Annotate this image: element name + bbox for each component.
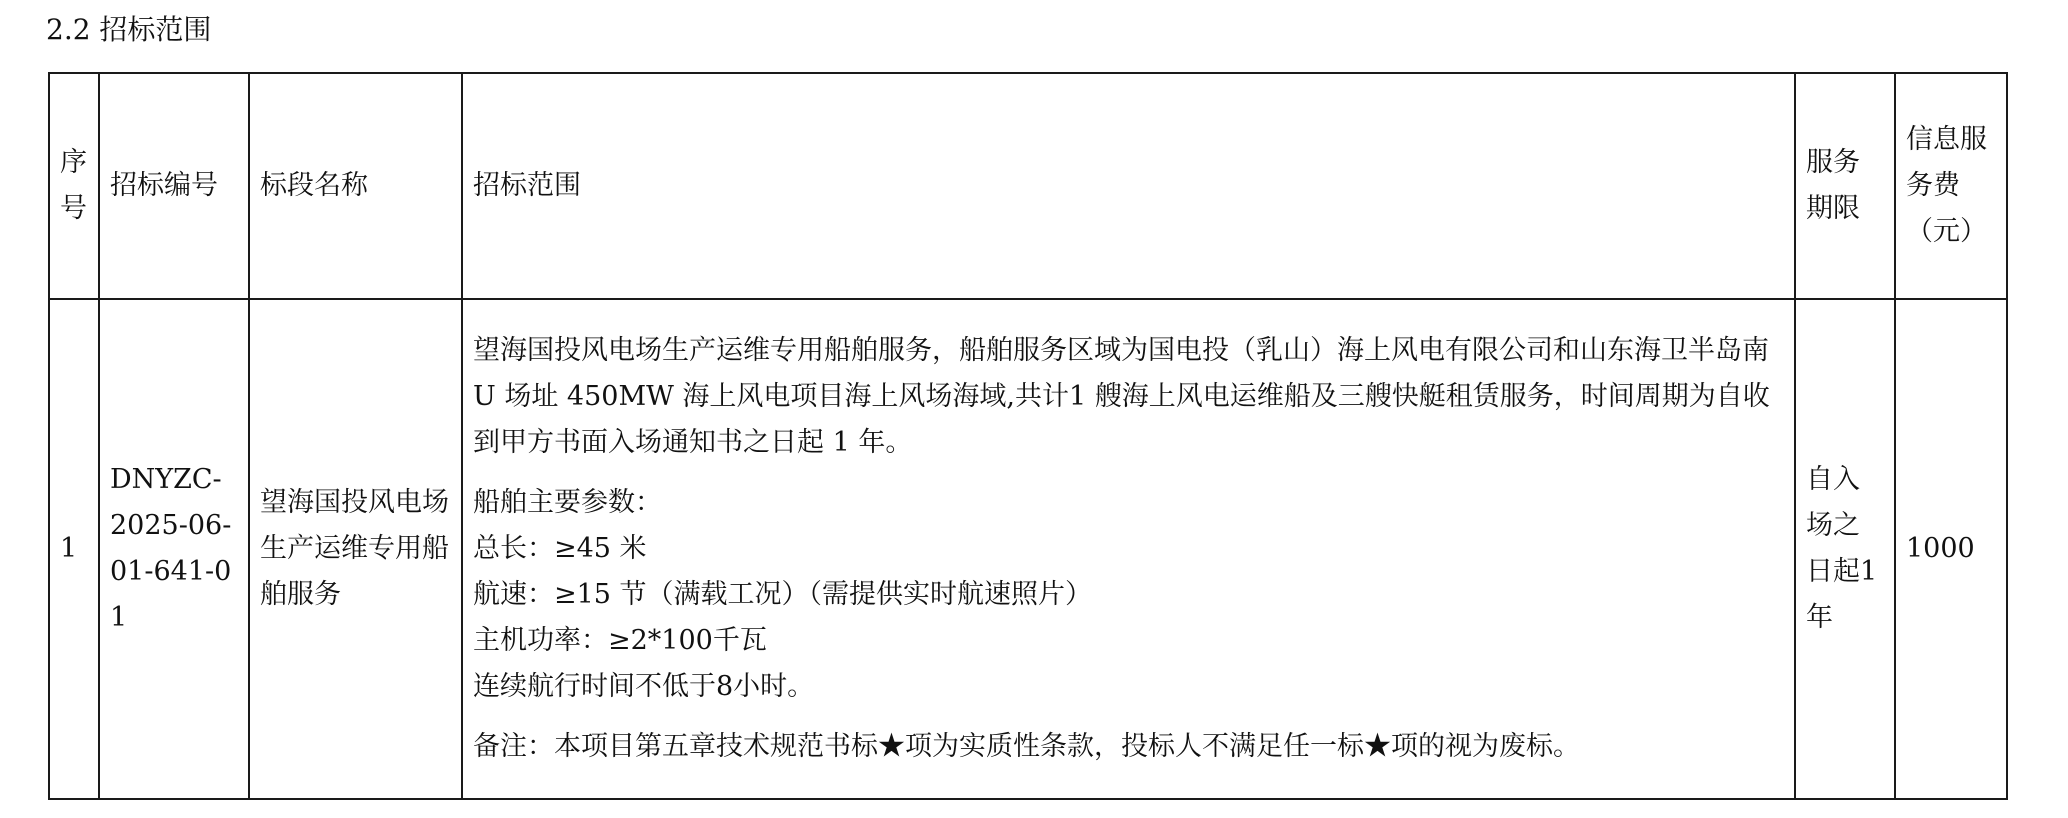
cell-scope [462,299,1795,799]
header-lot-name: 标段名称 [249,73,462,299]
cell-service-period: 自入场之日起1年 [1795,299,1895,799]
header-info-fee: 信息服务费（元） [1895,73,2007,299]
table-header-row [49,73,2007,299]
table-row [49,299,2007,799]
param-power: 主机功率：≥2*100千瓦 [473,625,767,656]
param-length: 总长：≥45 米 [473,533,647,564]
param-speed: 航速：≥15 节（满载工况）（需提供实时航速照片） [473,579,1093,610]
section-heading: 2.2 招标范围 [46,13,212,46]
cell-bid-no: DNYZC-2025-06-01-641-01 [99,299,249,799]
cell-seq: 1 [49,299,99,799]
cell-lot-name: 望海国投风电场生产运维专用船舶服务 [249,299,462,799]
scope-note: 备注：本项目第五章技术规范书标★项为实质性条款，投标人不满足任一标★项的视为废标。 [473,731,1580,762]
header-service-period: 服务期限 [1795,73,1895,299]
param-endurance: 连续航行时间不低于8小时。 [473,671,815,702]
header-bid-no: 招标编号 [99,73,249,299]
params-title: 船舶主要参数： [473,487,662,518]
bid-scope-table [48,72,2008,800]
scope-intro: 望海国投风电场生产运维专用船舶服务，船舶服务区域为国电投（乳山）海上风电有限公司和山东海卫半岛南 U 场址 450MW 海上风电项目海上风场海域,共计1 艘海上风电运维船及三艘快艇租赁服务，时间周期为自收到甲方书面入场通知书之日起 1 年。 [473,335,1770,458]
header-seq: 序号 [49,73,99,299]
header-scope: 招标范围 [462,73,1795,299]
scope-params [473,480,1784,710]
cell-info-fee: 1000 [1895,299,2007,799]
